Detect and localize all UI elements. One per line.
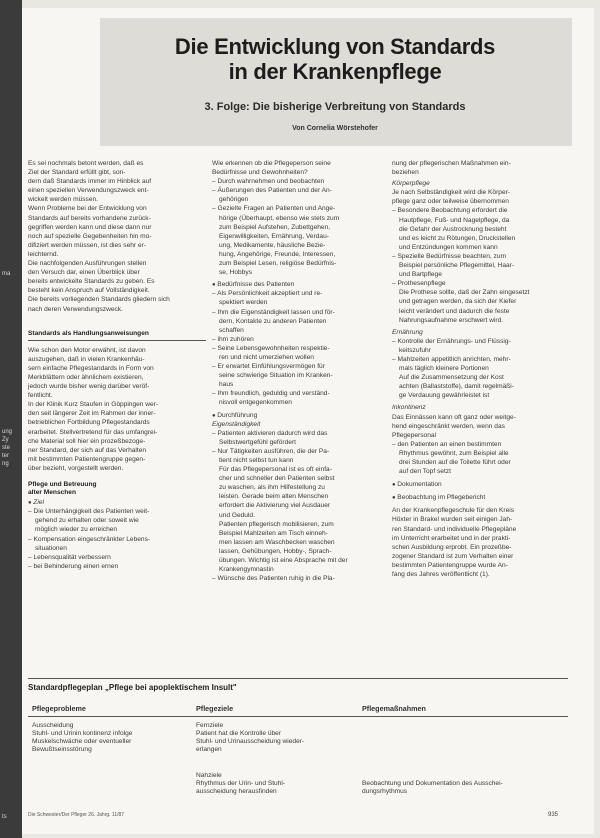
text-line: Je nach Selbständigkeit wird die Körper- [392, 189, 511, 197]
table-cell-line: Bewußtseinsstörung [32, 746, 92, 754]
text-line: gehörigen [219, 196, 249, 204]
text-line: – Prothesenpflege [392, 280, 446, 288]
text-line: auf den Topf setzt [399, 468, 451, 476]
table-row1-problem [32, 722, 192, 754]
text-line: – Mahlzeiten appetitlich anrichten, mehr- [392, 355, 511, 363]
text-line: – Patienten aktivieren dadurch wird das [212, 429, 328, 437]
text-line: und Geduld. [219, 511, 255, 519]
text-line: Beispiel persönliche Pflegemittel, Haar- [399, 262, 515, 270]
text-line: sern einfache Pflegestandards in Form von [28, 364, 154, 372]
text-line: – Nur Tätigkeiten ausführen, die der Pa- [212, 447, 330, 455]
table-cell-line: Stuhl- und Urinausscheidung wieder- [196, 738, 305, 746]
col3-inkontinenz-label: Inkontinenz [392, 404, 426, 412]
footer-journal: Die Schwester/Der Pfleger 26. Jahrg. 11/87 [28, 812, 125, 818]
text-line: – Die Unterhängigkeit des Patienten weit- [28, 508, 150, 516]
text-line: – Spezielle Bedürfnisse beachten, zum [392, 252, 506, 260]
text-line: dern, Kontakte zu anderen Patienten [219, 317, 327, 325]
text-line: cher und schneller den Patienten selbst [219, 475, 335, 483]
text-line: betrieblichen Fortbildung Pflegestandards [28, 419, 150, 427]
text-line: – Als Persönlichkeit akzeptiert und re- [212, 290, 323, 298]
col2-eigen-label: Eigenständigkeit [212, 420, 261, 428]
table-cell-line: Rhythmus der Urin- und Stuhl- [196, 780, 286, 788]
text-line: dern daß Standards immer im Hinblick auf [28, 178, 152, 186]
text-line: zum Beispiel Lesen, religiöse Bedürfnis- [219, 260, 337, 268]
text-line: – Wünsche des Patienten ruhig in die Pla- [212, 575, 335, 583]
strip-fragment: Zy [2, 437, 9, 443]
text-line: leisten. Gerade beim alten Menschen [219, 493, 329, 501]
text-line: Ziel der Standard erfüllt gibt, son- [28, 169, 126, 177]
text-line: Es sei nochmals betont werden, daß es [28, 160, 144, 167]
table-row1-goal [196, 722, 356, 754]
table-header-problems: Pflegeprobleme [32, 704, 86, 713]
page-number: 935 [548, 812, 559, 818]
text-line: difiziert werden müssen, ist dies sehr er- [28, 241, 146, 249]
text-line: Hautpflege, Fuß- und Nagelpflege, da [399, 216, 510, 224]
text-line: drei Stunden auf die Toilette führt oder [399, 459, 511, 466]
col2-intro [212, 160, 394, 277]
col1-heading-pflege-2: alter Menschen [28, 489, 77, 497]
text-line: – den Patienten an einen bestimmten [392, 440, 502, 448]
text-line: und Bartpflege [399, 271, 442, 279]
col3-closing [392, 507, 572, 579]
text-line: Die bereits vorliegenden Standards gliedern sich [28, 296, 170, 304]
table-row1-goal-label: Fernziele [196, 722, 224, 729]
text-line: keitszufuhr [399, 346, 431, 354]
text-line: – Ihm die Eigenständigkeit lassen und för- [212, 308, 335, 316]
col2-bullet-beduerfnisse: ● Bedürfnisse des Patienten [212, 281, 394, 289]
text-line: einen speziellen Verwendungszweck ent- [28, 187, 149, 195]
text-line: nisvoll entgegenkommen [219, 399, 292, 407]
col3-koerper [392, 189, 572, 324]
text-line: se, Hobbys [219, 269, 252, 277]
text-line: – Äußerungen des Patienten und der An- [212, 187, 332, 195]
text-line: zu waschen, als ihm Hilfestellung zu [219, 484, 325, 492]
text-line: zum Beispiel Aufstehen, Zubettgehen, [219, 223, 331, 231]
text-line: Krankengymnastin [219, 566, 274, 574]
column-1 [28, 160, 206, 572]
col1-heading-pflege: Pflege und Betreuung [28, 481, 97, 488]
col3-ernaehrung [392, 338, 572, 401]
col2-list1 [212, 290, 394, 407]
table-cell-line: erlangen [196, 746, 222, 754]
text-line: besteht kein Anspruch auf Vollständigkeit. [28, 287, 150, 295]
table-cell-line: Stuhl- und Urinin kontinenz infolge [32, 730, 133, 738]
text-line: nach deren Verwendungszweck. [28, 305, 123, 313]
text-line: ung, Medikamente, häusliche Bezie- [219, 241, 326, 249]
text-line: und getragen werden, da sich der Kiefer [399, 298, 517, 306]
article-subtitle: 3. Folge: Die bisherige Verbreitung von Standards [204, 101, 466, 113]
text-line: auszugehen, daß in vielen Krankenhäu- [28, 355, 145, 363]
text-line: noch auf spezielle Gegebenheiten hin mo- [28, 232, 152, 240]
title-line-2: in der Krankenpflege [228, 59, 442, 84]
table-cell-line: Beobachtung und Dokumentation des Ausschei- [362, 780, 503, 787]
col3-bullet-doku: ● Dokumentation [392, 481, 572, 489]
text-line: tient nicht selbst tun kann [219, 457, 294, 464]
text-line: – Durch wahrnehmen und beobachten [212, 178, 325, 186]
text-line: achten (Ballaststoffe), damit regelmäßi- [399, 383, 514, 391]
text-line: An der Krankenpflegeschule für den Kreis [392, 507, 515, 515]
text-line: hend eingeschränkt werden, wenn das [392, 422, 505, 430]
text-line: Die nachfolgenden Ausführungen stellen [28, 260, 147, 268]
text-line: erfordert die Aktivierung viel Ausdauer [219, 502, 331, 510]
text-line: über bezieht, vorgestellt werden. [28, 464, 124, 472]
col1-heading-rule [28, 340, 206, 341]
text-line: bestimmten Patientengruppe wurde An- [392, 561, 508, 569]
text-line: lassen, Gehübungen, Hobby-, Sprach- [219, 547, 332, 555]
col2-list2 [212, 430, 394, 584]
text-line: hörige (Überhaupt, ebenso wie stets zum [219, 214, 340, 222]
title-line-1: Die Entwicklung von Standards [174, 34, 496, 59]
table-header-measures: Pflegemaßnahmen [362, 704, 426, 713]
table-row2-goal [196, 772, 356, 796]
strip-fragment: ter [2, 453, 10, 459]
text-line: Für das Pflegepersonal ist es oft einfa- [219, 466, 332, 474]
text-line: Wie schon den Motor erwähnt, ist davon [28, 346, 146, 354]
text-line: Das Einnässen kann oft ganz oder weitge- [392, 413, 516, 421]
text-line: Die Prothese sollte, daß der Zahn eingesetzt [399, 289, 530, 297]
text-line: nung der pflegerischen Maßnahmen ein- [392, 160, 511, 167]
table-row1-problem-label: Ausscheidung [32, 722, 74, 729]
table-header-rule [28, 716, 568, 717]
text-line: ner Standard, der sich auf das Verhalten [28, 446, 147, 454]
text-line: beziehen [392, 169, 419, 177]
text-line: Eigenwilligkeiten, Ernährung, Verdau- [219, 232, 329, 240]
text-line: Nahrungsaufnahme erschwert wird. [399, 316, 504, 324]
strip-fragment: ste [2, 445, 11, 451]
text-line: spektiert werden [219, 299, 268, 307]
text-line: – Gezielte Fragen an Patienten und Ange- [212, 205, 336, 213]
article-title [110, 34, 560, 84]
text-line: pflege ganz oder teilweise übernommen [392, 198, 509, 206]
col3-inkontinenz [392, 414, 572, 477]
col1-ziel-list [28, 508, 206, 571]
text-line: Beispiel Mahlzeiten am Tisch einneh- [219, 529, 328, 537]
col3-ernaehrung-label: Ernährung [392, 328, 423, 336]
table-row2-measure [362, 780, 567, 796]
text-line: – Seine Lebensgewohnheiten respektie- [212, 344, 330, 352]
table-title: Standardpflegeplan „Pflege bei apoplektischem Insult" [28, 683, 237, 692]
col1-ziel-label: ● Ziel [28, 499, 206, 507]
text-line: Höxter in Brakel wurden seit einigen Jah- [392, 516, 513, 524]
text-line: – ihm zuhören [212, 335, 254, 343]
text-line: schaffen [219, 326, 244, 334]
text-line: schen Ausbildung erprobt. Ein prozeßbe- [392, 543, 512, 551]
text-line: mals täglich kleinere Portionen [399, 365, 489, 373]
text-line: Auf die Zusammensetzung der Kost [399, 374, 504, 382]
text-line: ren Standard- und individuelle Pflegepläne [392, 525, 517, 533]
table-header-goals: Pflegeziele [196, 704, 234, 713]
text-line: Pflegepersonal [392, 431, 436, 439]
text-line: zogener Standard ist zum Verhalten einer [392, 552, 514, 560]
table-row2-goal-label: Nahziele [196, 772, 222, 779]
strip-fragment: ng [2, 461, 9, 467]
text-line: und es leicht zu Rötungen, Druckstellen [399, 234, 516, 242]
table-cell-line: ausscheidung herausfinden [196, 788, 277, 796]
text-line: – Lebensqualität verbessern [28, 553, 111, 561]
text-line: – Besondere Beobachtung erfordert die [392, 207, 508, 215]
column-3 [392, 160, 572, 580]
text-line: – Kompensation eingeschränkter Lebens- [28, 535, 151, 543]
text-line: hung, Angehörige, Freunde, Interessen, [219, 250, 336, 258]
text-line: – Er erwartet Einfühlungsvermögen für [212, 363, 325, 371]
table-cell-line: Muskelschwäche oder eventueller [32, 738, 132, 746]
text-line: situationen [35, 544, 67, 552]
text-line: und Entzündungen kommen kann [399, 243, 498, 251]
column-2 [212, 160, 394, 584]
text-line: seine schwierige Situation im Kranken- [219, 372, 333, 380]
strip-fragment: ma [2, 271, 11, 277]
text-line: leicht verändert und dadurch die feste [399, 307, 510, 315]
strip-fragment: ung [2, 429, 13, 435]
text-line: haus [219, 381, 234, 389]
col3-koerper-label: Körperpflege [392, 180, 430, 188]
col1-section1 [28, 347, 206, 473]
col2-bullet-durchfuehrung: ● Durchführung [212, 412, 394, 420]
text-line: Patienten pflegerisch mobilisieren, zum [219, 520, 334, 528]
col3-bullet-beob: ● Beobachtung im Pflegebericht [392, 494, 572, 502]
text-line: die Gefahr der Austrocknung besteht [399, 225, 507, 233]
col1-heading-standards: Standards als Handlungsanweisungen [28, 329, 149, 337]
text-line: Wenn Probleme bei der Entwicklung von [28, 205, 147, 213]
text-line: gegriffen werden kann und diese dann nur [28, 223, 152, 231]
text-line: möglich wieder zu erreichen [35, 526, 118, 534]
text-line: – Ihm freundlich, geduldig und verständ- [212, 390, 330, 398]
table-cell-line: dungsrhythmus [362, 788, 408, 796]
text-line: erarbeitet. Stellvertretend für das umfangrei- [28, 428, 158, 436]
text-line: – Kontrolle der Ernährungs- und Flüssig- [392, 337, 511, 345]
text-line: – bei Behinderung einen ernen [28, 562, 119, 570]
text-line: In der Klinik Kurz Staufen in Göppingen wer- [28, 401, 159, 409]
text-line: wickelt werden müssen. [28, 196, 98, 204]
text-line: jedoch wurde bisher wenig darüber veröf- [28, 383, 150, 391]
text-line: im Unterricht erarbeitet und in der prakti- [392, 534, 511, 542]
text-line: bereits entwickelte Standards zu geben. Es [28, 278, 155, 286]
text-line: Selbstwertgefühl gefördert [219, 438, 296, 446]
text-line: gehend zu erhalten oder soweit wie [35, 517, 139, 525]
text-line: fentlicht. [28, 392, 53, 400]
col1-intro [28, 160, 206, 314]
text-line: Standards auf bereits vorhandene zurück- [28, 214, 151, 222]
table-top-rule [28, 678, 568, 679]
text-line: Rhythmus gewöhnt, zum Beispiel alle [399, 449, 509, 457]
text-line: Wie erkennen ob die Pflegeperson seine [212, 160, 331, 167]
text-line: den seit längerer Zeit im Rahmen der inner- [28, 410, 156, 418]
text-line: Bedürfnisse und Gewohnheiten? [212, 169, 308, 177]
adjacent-page-strip [0, 0, 22, 838]
text-line: leichternd. [28, 250, 59, 258]
text-line: ge Verdauung gewährleistet ist [399, 392, 490, 400]
strip-fragment: ts [2, 814, 7, 820]
col3-top [392, 160, 572, 177]
table-cell-line: Patient hat die Kontrolle über [196, 730, 282, 738]
article-author: Von Cornelia Wörstehofer [292, 125, 378, 132]
text-line: ren und nicht umerziehen wollen [219, 353, 314, 361]
text-line: mit bestimmten Patientengruppe gegen- [28, 455, 146, 463]
text-line: den Versuch dar, einen Überblick über [28, 269, 140, 277]
text-line: übungen. Wichtig ist eine Absprache mit der [219, 557, 348, 565]
text-line: fang des Jahres veröffentlicht (1). [392, 571, 490, 579]
text-line: Merkblättern oder ähnlichem existieren, [28, 373, 144, 381]
text-line: che Material soll hier ein prozeßbezoge- [28, 437, 146, 445]
text-line: men lassen am Waschbecken waschen [219, 538, 335, 546]
